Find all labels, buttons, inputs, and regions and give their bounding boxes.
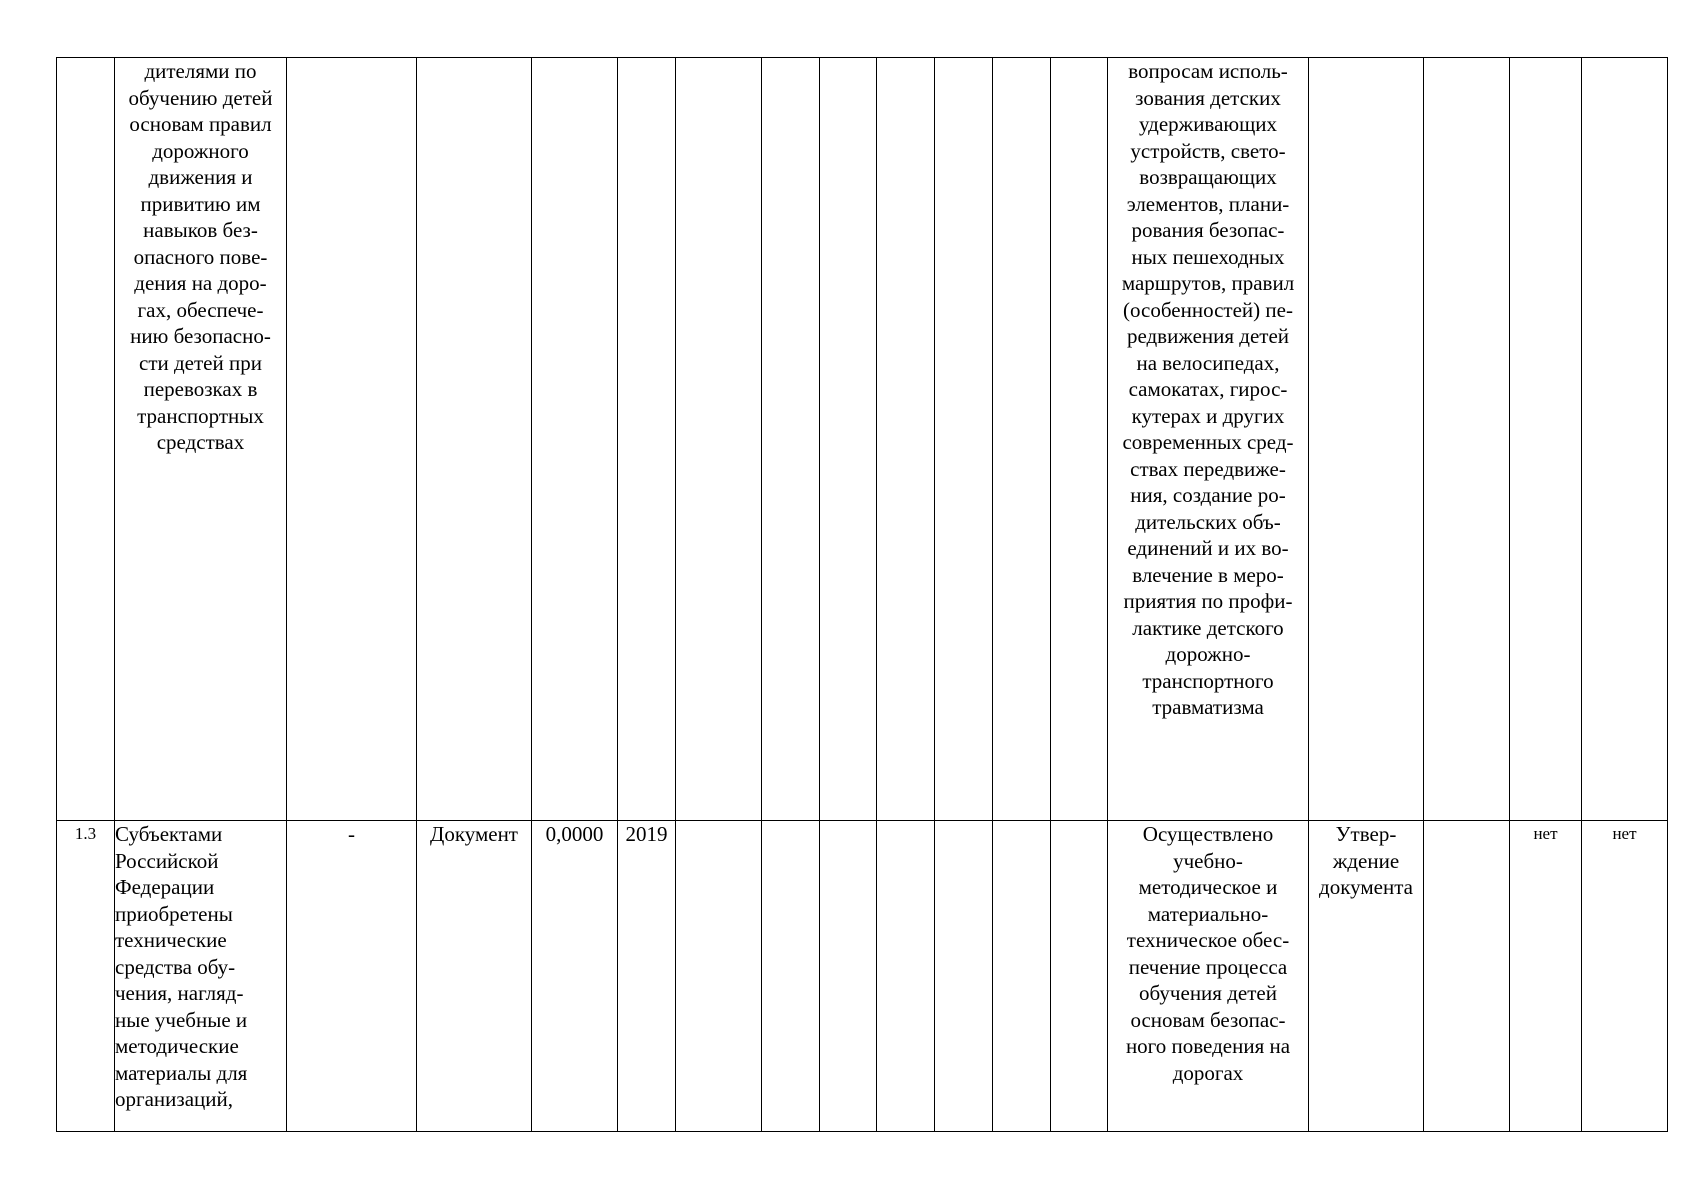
cell-empty [287,58,417,821]
cell-empty [993,821,1051,1132]
cell-empty [417,58,532,821]
cell-empty [762,58,820,821]
cell-year: 2019 [618,821,676,1132]
cell-empty [1051,58,1108,821]
cell-empty [676,58,762,821]
cell-empty [618,58,676,821]
cell-description: дителями по обучению детей основам правил дорожного движения и привитию им навыков без- опасного пове- дения на доро- гах, обеспече- нию безопасно- сти детей при перевозках в транспортных средствах [115,58,287,821]
cell-empty [1510,58,1582,821]
cell-unit: Документ [417,821,532,1132]
cell-empty [820,821,877,1132]
cell-empty [1309,58,1424,821]
cell-description: Субъектами Российской Федерации приобретены технические средства обу- чения, нагляд- ные учебные и методические материалы для организаций, [115,821,287,1132]
cell-empty [877,58,935,821]
cell-empty [877,821,935,1132]
cell-flag-1: нет [1510,821,1582,1132]
cell-result: вопросам исполь- зования детских удерживающих устройств, свето- возвращающих элементов, плани- рования безопас- ных пешеходных маршрутов, правил (особенностей) пе- редвижения детей на велосипедах, самокатах, гирос- кутерах и других современных сред- ствах передвиже- ния, создание ро- дительских объ- единений и их во- влечение в меро- приятия по профи- лактике детского дорожно- транспортного травматизма [1108,58,1309,821]
cell-empty [1424,58,1510,821]
cell-flag-2: нет [1582,821,1668,1132]
cell-number: 1.3 [57,821,115,1132]
cell-result: Осуществлено учебно- методическое и материально- техническое обес- печение процесса обучения детей основам безопас- ного поведения на дорогах [1108,821,1309,1132]
cell-empty [676,821,762,1132]
cell-empty [935,58,993,821]
cell-empty [1424,821,1510,1132]
cell-empty [1051,821,1108,1132]
cell-dash: - [287,821,417,1132]
cell-empty [1582,58,1668,821]
cell-empty [532,58,618,821]
cell-document-type: Утвер- ждение документа [1309,821,1424,1132]
table-row [57,821,1668,1132]
cell-empty [993,58,1051,821]
program-table [56,57,1668,1132]
cell-empty [935,821,993,1132]
cell-empty [762,821,820,1132]
cell-number [57,58,115,821]
cell-empty [820,58,877,821]
cell-value: 0,0000 [532,821,618,1132]
table-row [57,58,1668,821]
